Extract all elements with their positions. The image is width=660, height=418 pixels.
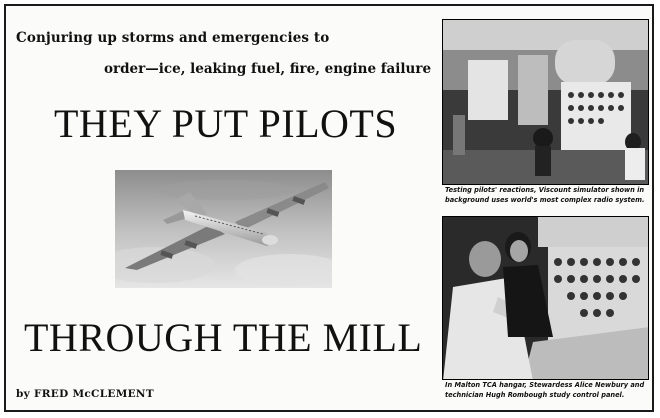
headline-line-1: THEY PUT PILOTS (54, 101, 398, 146)
control-panel-photo-caption: In Malton TCA hangar, Stewardess Alice Newbury and technician Hugh Rombough study control panel. (445, 381, 645, 399)
kicker-line-2: order—ice, leaking fuel, fire, engine failure (104, 61, 432, 77)
simulator-photo-caption: Testing pilots' reactions, Viscount simulator shown in background uses world's most complex radio system. (445, 186, 645, 204)
byline: by FRED McCLEMENT (16, 388, 154, 400)
kicker-line-1: Conjuring up storms and emergencies to (16, 30, 330, 46)
control-panel-photo (442, 216, 649, 380)
airplane-photo (115, 170, 332, 288)
simulator-photo (442, 19, 649, 185)
headline-line-2: THROUGH THE MILL (24, 315, 423, 360)
